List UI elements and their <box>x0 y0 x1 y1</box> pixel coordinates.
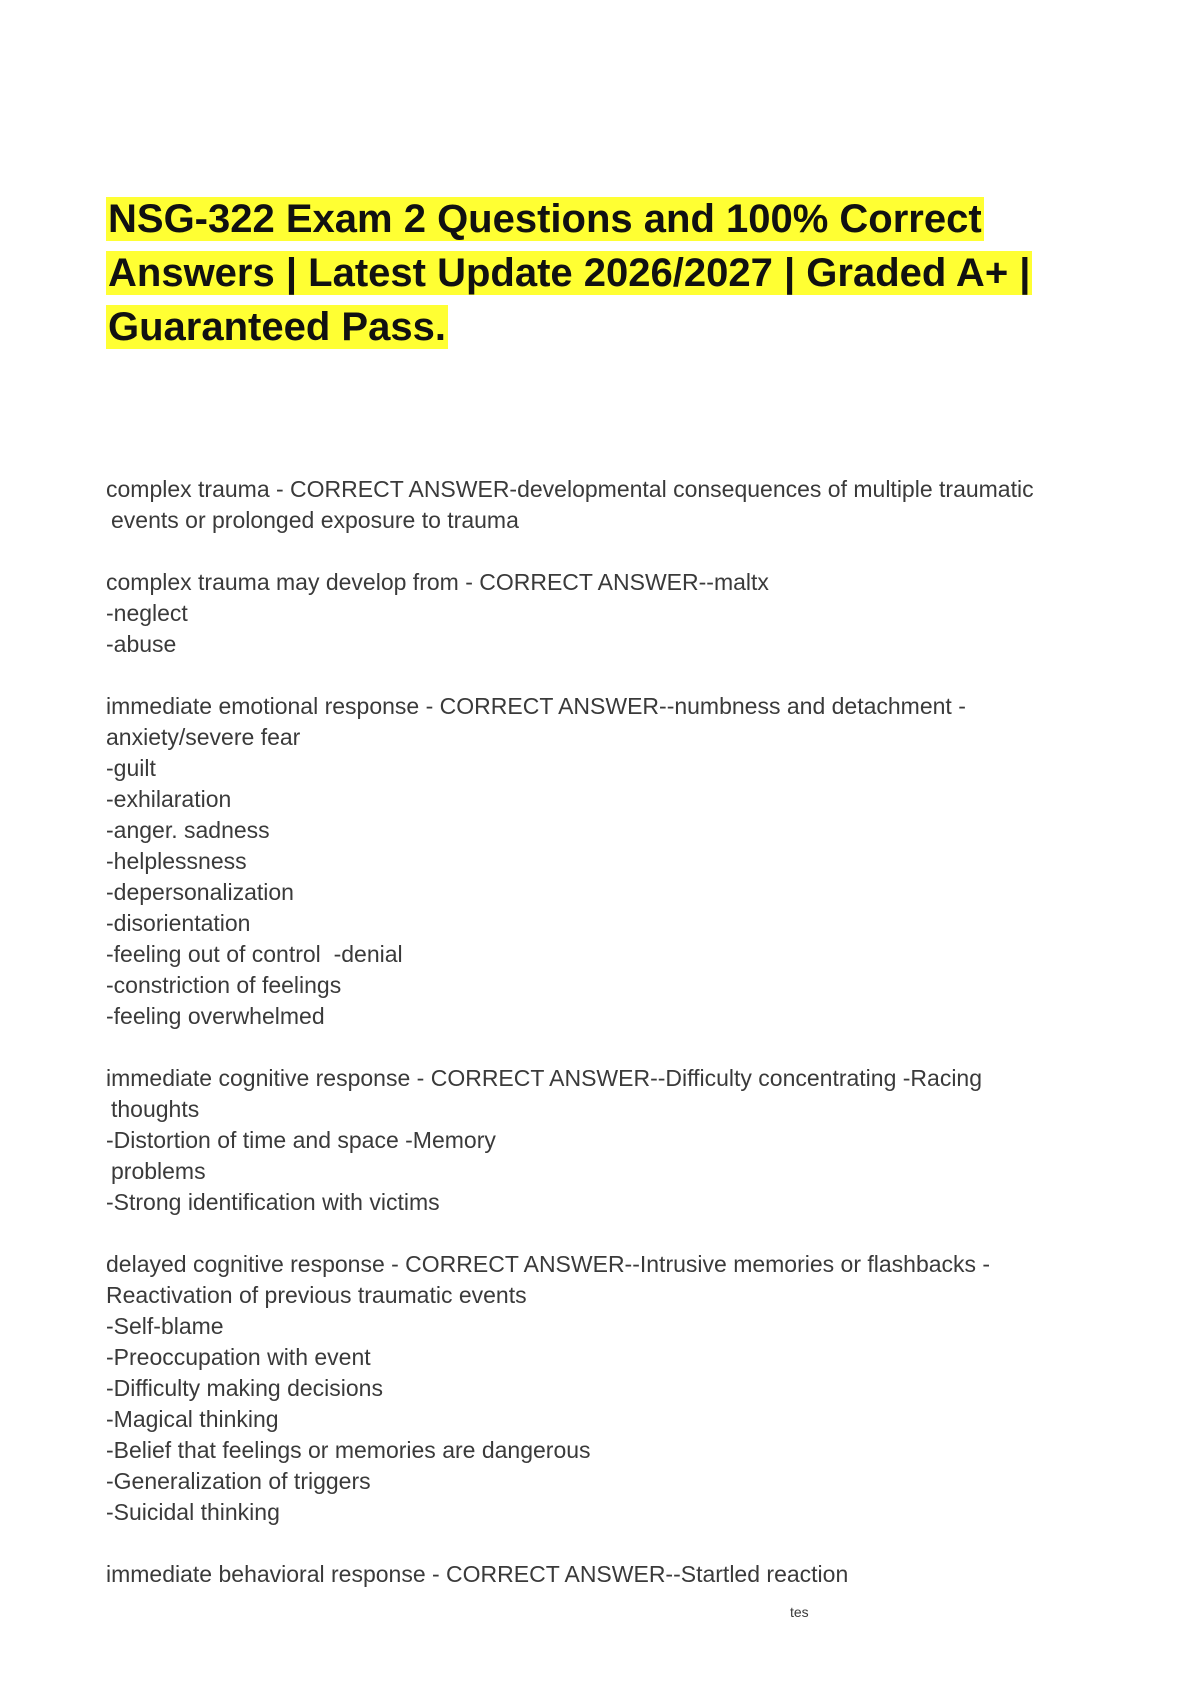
title-line: Guaranteed Pass. <box>108 305 446 349</box>
qa-entry-complex-trauma-develop <box>106 567 1106 660</box>
qa-entry-immediate-cognitive <box>106 1063 1106 1218</box>
qa-line: -helplessness <box>106 848 247 874</box>
qa-line: -Difficulty making decisions <box>106 1375 383 1401</box>
title-line: NSG-322 Exam 2 Questions and 100% Correct <box>108 197 982 241</box>
qa-entry-delayed-cognitive <box>106 1249 1106 1528</box>
qa-line: -feeling overwhelmed <box>106 1003 325 1029</box>
qa-line: -Preoccupation with event <box>106 1344 371 1370</box>
qa-line: -abuse <box>106 631 177 657</box>
qa-line: -Suicidal thinking <box>106 1499 280 1525</box>
title-line: Answers | Latest Update 2026/2027 | Graded A+ | <box>108 251 1031 295</box>
qa-line: -Generalization of triggers <box>106 1468 371 1494</box>
qa-line: -Magical thinking <box>106 1406 279 1432</box>
qa-entry-immediate-behavioral <box>106 1559 1106 1590</box>
qa-line: -Strong identification with victims <box>106 1189 440 1215</box>
qa-line: anxiety/severe fear <box>106 724 301 750</box>
document-title <box>106 192 1046 354</box>
qa-line: -feeling out of control -denial <box>106 941 403 967</box>
qa-entry-immediate-emotional <box>106 691 1106 1032</box>
qa-line: Reactivation of previous traumatic events <box>106 1282 527 1308</box>
qa-line: -disorientation <box>106 910 251 936</box>
qa-line: complex trauma - CORRECT ANSWER-developmental consequences of multiple traumatic <box>106 476 1034 502</box>
qa-line: immediate cognitive response - CORRECT ANSWER--Difficulty concentrating -Racing <box>106 1065 983 1091</box>
qa-line: -constriction of feelings <box>106 972 342 998</box>
qa-line: immediate emotional response - CORRECT ANSWER--numbness and detachment - <box>106 693 966 719</box>
qa-line: problems <box>111 1158 206 1184</box>
qa-line: delayed cognitive response - CORRECT ANSWER--Intrusive memories or flashbacks - <box>106 1251 991 1277</box>
footer-mark: tes <box>790 1604 809 1620</box>
question-answer-list <box>106 474 1106 1621</box>
qa-line: -neglect <box>106 600 188 626</box>
qa-line: -exhilaration <box>106 786 232 812</box>
qa-line: -guilt <box>106 755 156 781</box>
qa-line: -Distortion of time and space -Memory <box>106 1127 496 1153</box>
qa-line: complex trauma may develop from - CORRECT ANSWER--maltx <box>106 569 769 595</box>
qa-line: -Self-blame <box>106 1313 224 1339</box>
qa-line: thoughts <box>111 1096 200 1122</box>
qa-line: -depersonalization <box>106 879 294 905</box>
qa-entry-complex-trauma <box>106 474 1106 536</box>
qa-line: events or prolonged exposure to trauma <box>111 507 519 533</box>
qa-line: immediate behavioral response - CORRECT ANSWER--Startled reaction <box>106 1561 849 1587</box>
qa-line: -anger. sadness <box>106 817 270 843</box>
qa-line: -Belief that feelings or memories are dangerous <box>106 1437 591 1463</box>
